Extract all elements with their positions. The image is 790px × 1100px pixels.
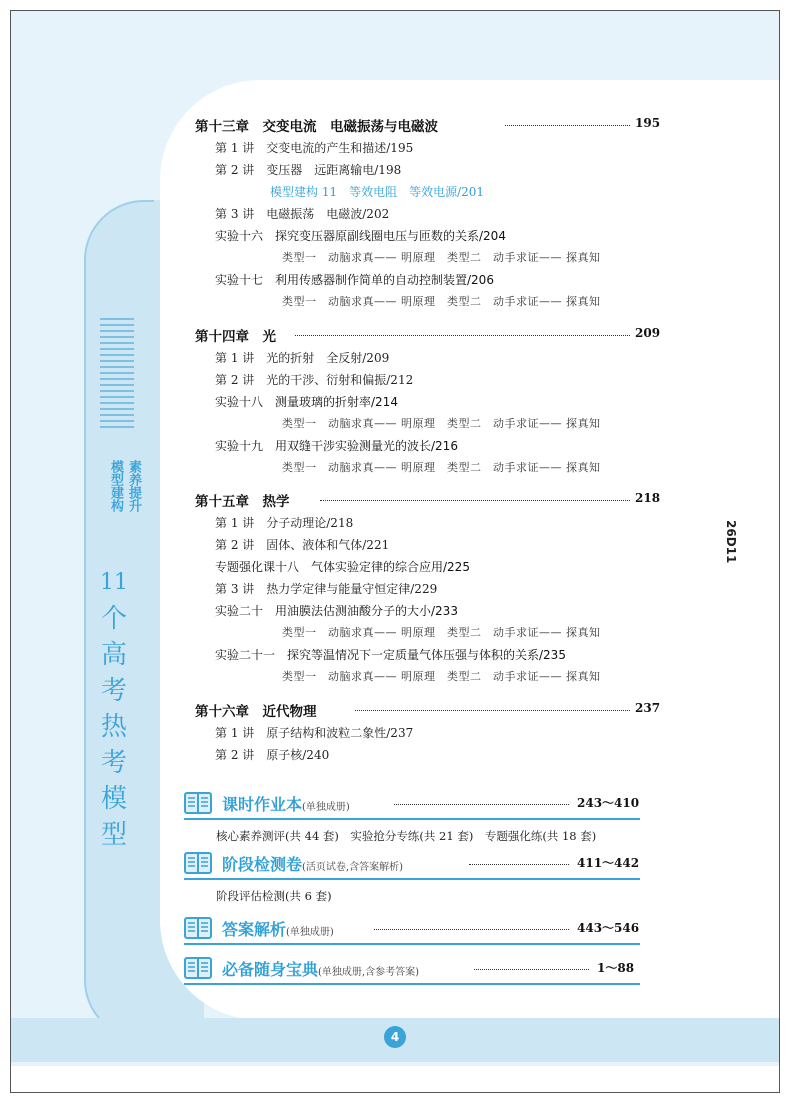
type-item: 类型一 动脑求真—— 明原理 类型二 动手求证—— 探真知	[282, 251, 601, 264]
decorative-stripes	[100, 318, 134, 428]
chapter-heading[interactable]	[195, 490, 661, 510]
lesson-item[interactable]: 第 1 讲 光的折射 全反射/209	[215, 351, 390, 365]
section-title	[222, 792, 350, 815]
section-title-text: 课时作业本	[222, 795, 303, 814]
section-underline	[184, 818, 640, 820]
section-page-range: 1～88	[597, 961, 635, 975]
book-icon	[184, 792, 212, 814]
leader-dots	[394, 804, 569, 805]
section-heading[interactable]	[184, 915, 640, 945]
chapter-page: 218	[635, 491, 661, 505]
side-title-char: 11	[100, 570, 128, 595]
chapter-title: 第十六章 近代物理	[195, 704, 317, 720]
section-title	[222, 917, 334, 940]
chapter-title: 第十三章 交变电流 电磁振荡与电磁波	[195, 119, 438, 135]
side-title-char: 考	[100, 676, 127, 706]
leader-dots	[295, 335, 630, 336]
experiment-item[interactable]: 专题强化课十八 气体实验定律的综合应用/225	[215, 560, 470, 574]
lesson-item[interactable]: 第 1 讲 交变电流的产生和描述/195	[215, 141, 414, 155]
book-icon	[184, 852, 212, 874]
side-tag	[88, 460, 146, 540]
chapter-page: 209	[635, 326, 661, 340]
side-title-char: 考	[100, 748, 127, 778]
side-title-char: 模	[100, 784, 127, 814]
side-title-char: 高	[100, 640, 127, 670]
leader-dots	[320, 500, 630, 501]
lesson-item[interactable]: 第 2 讲 变压器 远距离输电/198	[215, 163, 402, 177]
side-title-char: 个	[100, 604, 127, 634]
section-page-range: 243～410	[577, 796, 640, 810]
lesson-item[interactable]: 第 3 讲 电磁振荡 电磁波/202	[215, 207, 390, 221]
chapter-title: 第十四章 光	[195, 329, 276, 345]
leader-dots	[474, 969, 589, 970]
book-icon	[184, 957, 212, 979]
section-underline	[184, 943, 640, 945]
section-subtext: 核心素养测评(共 44 套) 实验抢分专练(共 21 套) 专题强化练(共 18 套)	[216, 829, 597, 843]
experiment-item[interactable]: 实验十八 测量玻璃的折射率/214	[215, 395, 398, 409]
experiment-item[interactable]: 实验二十 用油膜法估测油酸分子的大小/233	[215, 604, 458, 618]
section-title-text: 必备随身宝典	[222, 960, 319, 979]
experiment-item[interactable]: 实验十九 用双缝干涉实验测量光的波长/216	[215, 439, 458, 453]
chapter-page: 237	[635, 701, 661, 715]
chapter-heading[interactable]	[195, 115, 661, 135]
section-underline	[184, 983, 640, 985]
lesson-item[interactable]: 第 1 讲 原子结构和波粒二象性/237	[215, 726, 414, 740]
section-title	[222, 957, 419, 980]
side-title-char: 热	[100, 712, 127, 742]
section-note: (单独成册,含参考答案)	[318, 967, 419, 978]
leader-dots	[469, 864, 569, 865]
side-tag-col1: 素养提升	[126, 460, 141, 512]
side-title-char: 型	[100, 820, 127, 850]
lesson-item[interactable]: 第 3 讲 热力学定律与能量守恒定律/229	[215, 582, 438, 596]
lesson-item[interactable]: 第 2 讲 光的干涉、衍射和偏振/212	[215, 373, 414, 387]
chapter-heading[interactable]	[195, 700, 661, 720]
side-title	[94, 565, 134, 853]
section-note: (单独成册)	[286, 927, 334, 938]
lesson-item[interactable]: 第 2 讲 固体、液体和气体/221	[215, 538, 390, 552]
section-heading[interactable]	[184, 955, 640, 985]
leader-dots	[505, 125, 630, 126]
section-page-range: 443～546	[577, 921, 640, 935]
type-item: 类型一 动脑求真—— 明原理 类型二 动手求证—— 探真知	[282, 626, 601, 639]
section-subtext: 阶段评估检测(共 6 套)	[216, 889, 332, 903]
leader-dots	[374, 929, 569, 930]
chapter-heading[interactable]	[195, 325, 661, 345]
section-title	[222, 852, 403, 875]
type-item: 类型一 动脑求真—— 明原理 类型二 动手求证—— 探真知	[282, 295, 601, 308]
section-title-text: 阶段检测卷	[222, 855, 303, 874]
book-code: 26D11	[724, 520, 738, 564]
section-heading[interactable]	[184, 790, 640, 820]
type-item: 类型一 动脑求真—— 明原理 类型二 动手求证—— 探真知	[282, 461, 601, 474]
book-icon	[184, 917, 212, 939]
leader-dots	[355, 710, 630, 711]
section-note: (单独成册)	[302, 802, 350, 813]
section-page-range: 411～442	[577, 856, 640, 870]
chapter-title: 第十五章 热学	[195, 494, 290, 510]
chapter-page: 195	[635, 116, 661, 130]
section-underline	[184, 878, 640, 880]
side-tag-col2: 模型建构	[108, 460, 123, 512]
experiment-item[interactable]: 实验十六 探究变压器原副线圈电压与匝数的关系/204	[215, 229, 506, 243]
experiment-item[interactable]: 实验二十一 探究等温情况下一定质量气体压强与体积的关系/235	[215, 648, 566, 662]
type-item: 类型一 动脑求真—— 明原理 类型二 动手求证—— 探真知	[282, 670, 601, 683]
page-number: 4	[384, 1026, 406, 1048]
lesson-item[interactable]: 第 1 讲 分子动理论/218	[215, 516, 354, 530]
section-heading[interactable]	[184, 850, 640, 880]
lesson-item[interactable]: 第 2 讲 原子核/240	[215, 748, 330, 762]
section-title-text: 答案解析	[222, 920, 287, 939]
type-item: 类型一 动脑求真—— 明原理 类型二 动手求证—— 探真知	[282, 417, 601, 430]
experiment-item[interactable]: 实验十七 利用传感器制作简单的自动控制装置/206	[215, 273, 494, 287]
section-note: (活页试卷,含答案解析)	[302, 862, 403, 873]
model-item[interactable]: 模型建构 11 等效电阻 等效电源/201	[270, 185, 485, 199]
